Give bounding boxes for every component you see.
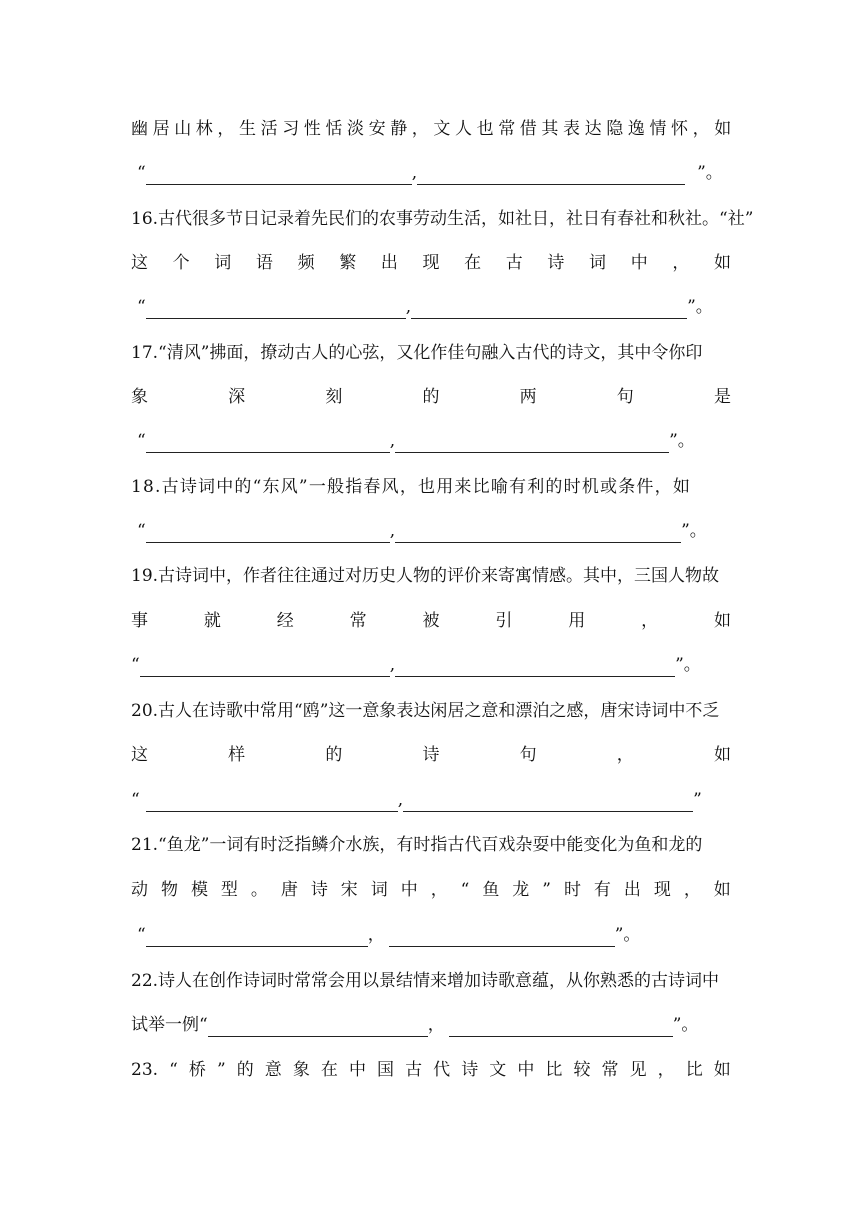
separator: ， <box>427 1015 445 1035</box>
q22-blank-1[interactable] <box>208 1021 428 1037</box>
q22-blank-2[interactable] <box>449 1021 673 1037</box>
separator: , <box>389 521 396 541</box>
q21-text-1: 21.“鱼龙”一词有时泛指鳞介水族，有时指古代百戏杂耍中能变化为鱼和龙的 <box>131 835 703 855</box>
close-quote: ”。 <box>614 925 641 945</box>
q22-prefix: 试举一例 <box>131 1015 199 1035</box>
q17-blank-2[interactable] <box>395 437 669 453</box>
q22-answer <box>131 1013 731 1037</box>
q16-blank-1[interactable] <box>146 303 406 319</box>
q19-blank-2[interactable] <box>395 661 675 677</box>
q21-blank-1[interactable] <box>146 931 368 947</box>
q23-text: 23. “ 桥 ” 的 意 象 在 中 国 古 代 诗 文 中 比 较 常 见 ， 比 如 <box>131 1060 731 1080</box>
q20-text-2: 这 样 的 诗 句 ， 如 <box>131 745 731 765</box>
open-quote: “ <box>137 925 146 945</box>
separator: , <box>389 431 396 451</box>
q18-blank-2[interactable] <box>395 527 681 543</box>
close-quote: ”。 <box>687 297 713 317</box>
open-quote: “ <box>131 790 140 810</box>
q17-blank-1[interactable] <box>146 437 390 453</box>
close-quote: ”。 <box>675 655 701 675</box>
separator: , <box>405 297 412 317</box>
q18-text: 18.古诗词中的“东风”一般指春风，也用来比喻有利的时机或条件，如 <box>131 477 692 497</box>
q15-blank-2[interactable] <box>417 169 685 185</box>
q22-text: 22.诗人在创作诗词时常常会用以景结情来增加诗歌意蕴，从你熟悉的古诗词中 <box>131 971 720 991</box>
q15-text: 幽居山林，生活习性恬淡安静，文人也常借其表达隐逸情怀，如 <box>131 119 736 139</box>
q21-answer <box>131 923 731 947</box>
q17-text-1: 17.“清风”拂面，撩动古人的心弦，又化作佳句融入古代的诗文，其中令你印 <box>131 343 703 363</box>
q19-answer <box>131 653 731 677</box>
q15-blank-1[interactable] <box>146 169 412 185</box>
q17-text-2: 象 深 刻 的 两 句 是 <box>131 387 731 407</box>
close-quote: ”。 <box>672 1015 699 1035</box>
q19-text-1: 19.古诗词中，作者往往通过对历史人物的评价来寄寓情感。其中，三国人物故 <box>131 566 720 586</box>
close-quote: ”。 <box>681 521 707 541</box>
close-quote: ”。 <box>697 163 723 183</box>
q20-answer <box>131 788 731 812</box>
q20-text-1: 20.古人在诗歌中常用“鸥”这一意象表达闲居之意和漂泊之感，唐宋诗词中不乏 <box>131 701 720 721</box>
open-quote: “ <box>137 163 146 183</box>
q21-blank-2[interactable] <box>389 931 615 947</box>
q18-answer <box>131 519 731 543</box>
q18-blank-1[interactable] <box>146 527 390 543</box>
open-quote: “ <box>137 297 146 317</box>
q16-text-2: 这 个 词 语 频 繁 出 现 在 古 诗 词 中 ， 如 <box>131 253 731 273</box>
q16-blank-2[interactable] <box>411 303 687 319</box>
q20-blank-1[interactable] <box>146 796 398 812</box>
separator: , <box>397 790 404 810</box>
open-quote: “ <box>137 521 146 541</box>
q21-text-2: 动 物 模 型 。 唐 诗 宋 词 中 ， “ 鱼 龙 ” 时 有 出 现 ， 如 <box>131 880 731 900</box>
close-quote: ” <box>693 790 702 810</box>
q17-answer <box>131 429 731 453</box>
open-quote: “ <box>131 655 140 675</box>
close-quote: ”。 <box>669 431 695 451</box>
q16-text-1: 16.古代很多节日记录着先民们的农事劳动生活，如社日，社日有春社和秋社。“社” <box>131 209 754 229</box>
open-quote: “ <box>137 431 146 451</box>
q16-answer <box>131 295 731 319</box>
q19-blank-1[interactable] <box>140 661 390 677</box>
open-quote: “ <box>199 1015 208 1035</box>
q19-text-2: 事 就 经 常 被 引 用 ， 如 <box>131 611 731 631</box>
separator: , <box>411 163 418 183</box>
separator: ， <box>367 925 385 945</box>
separator: , <box>389 655 396 675</box>
q15-answer <box>131 161 731 185</box>
q20-blank-2[interactable] <box>403 796 693 812</box>
